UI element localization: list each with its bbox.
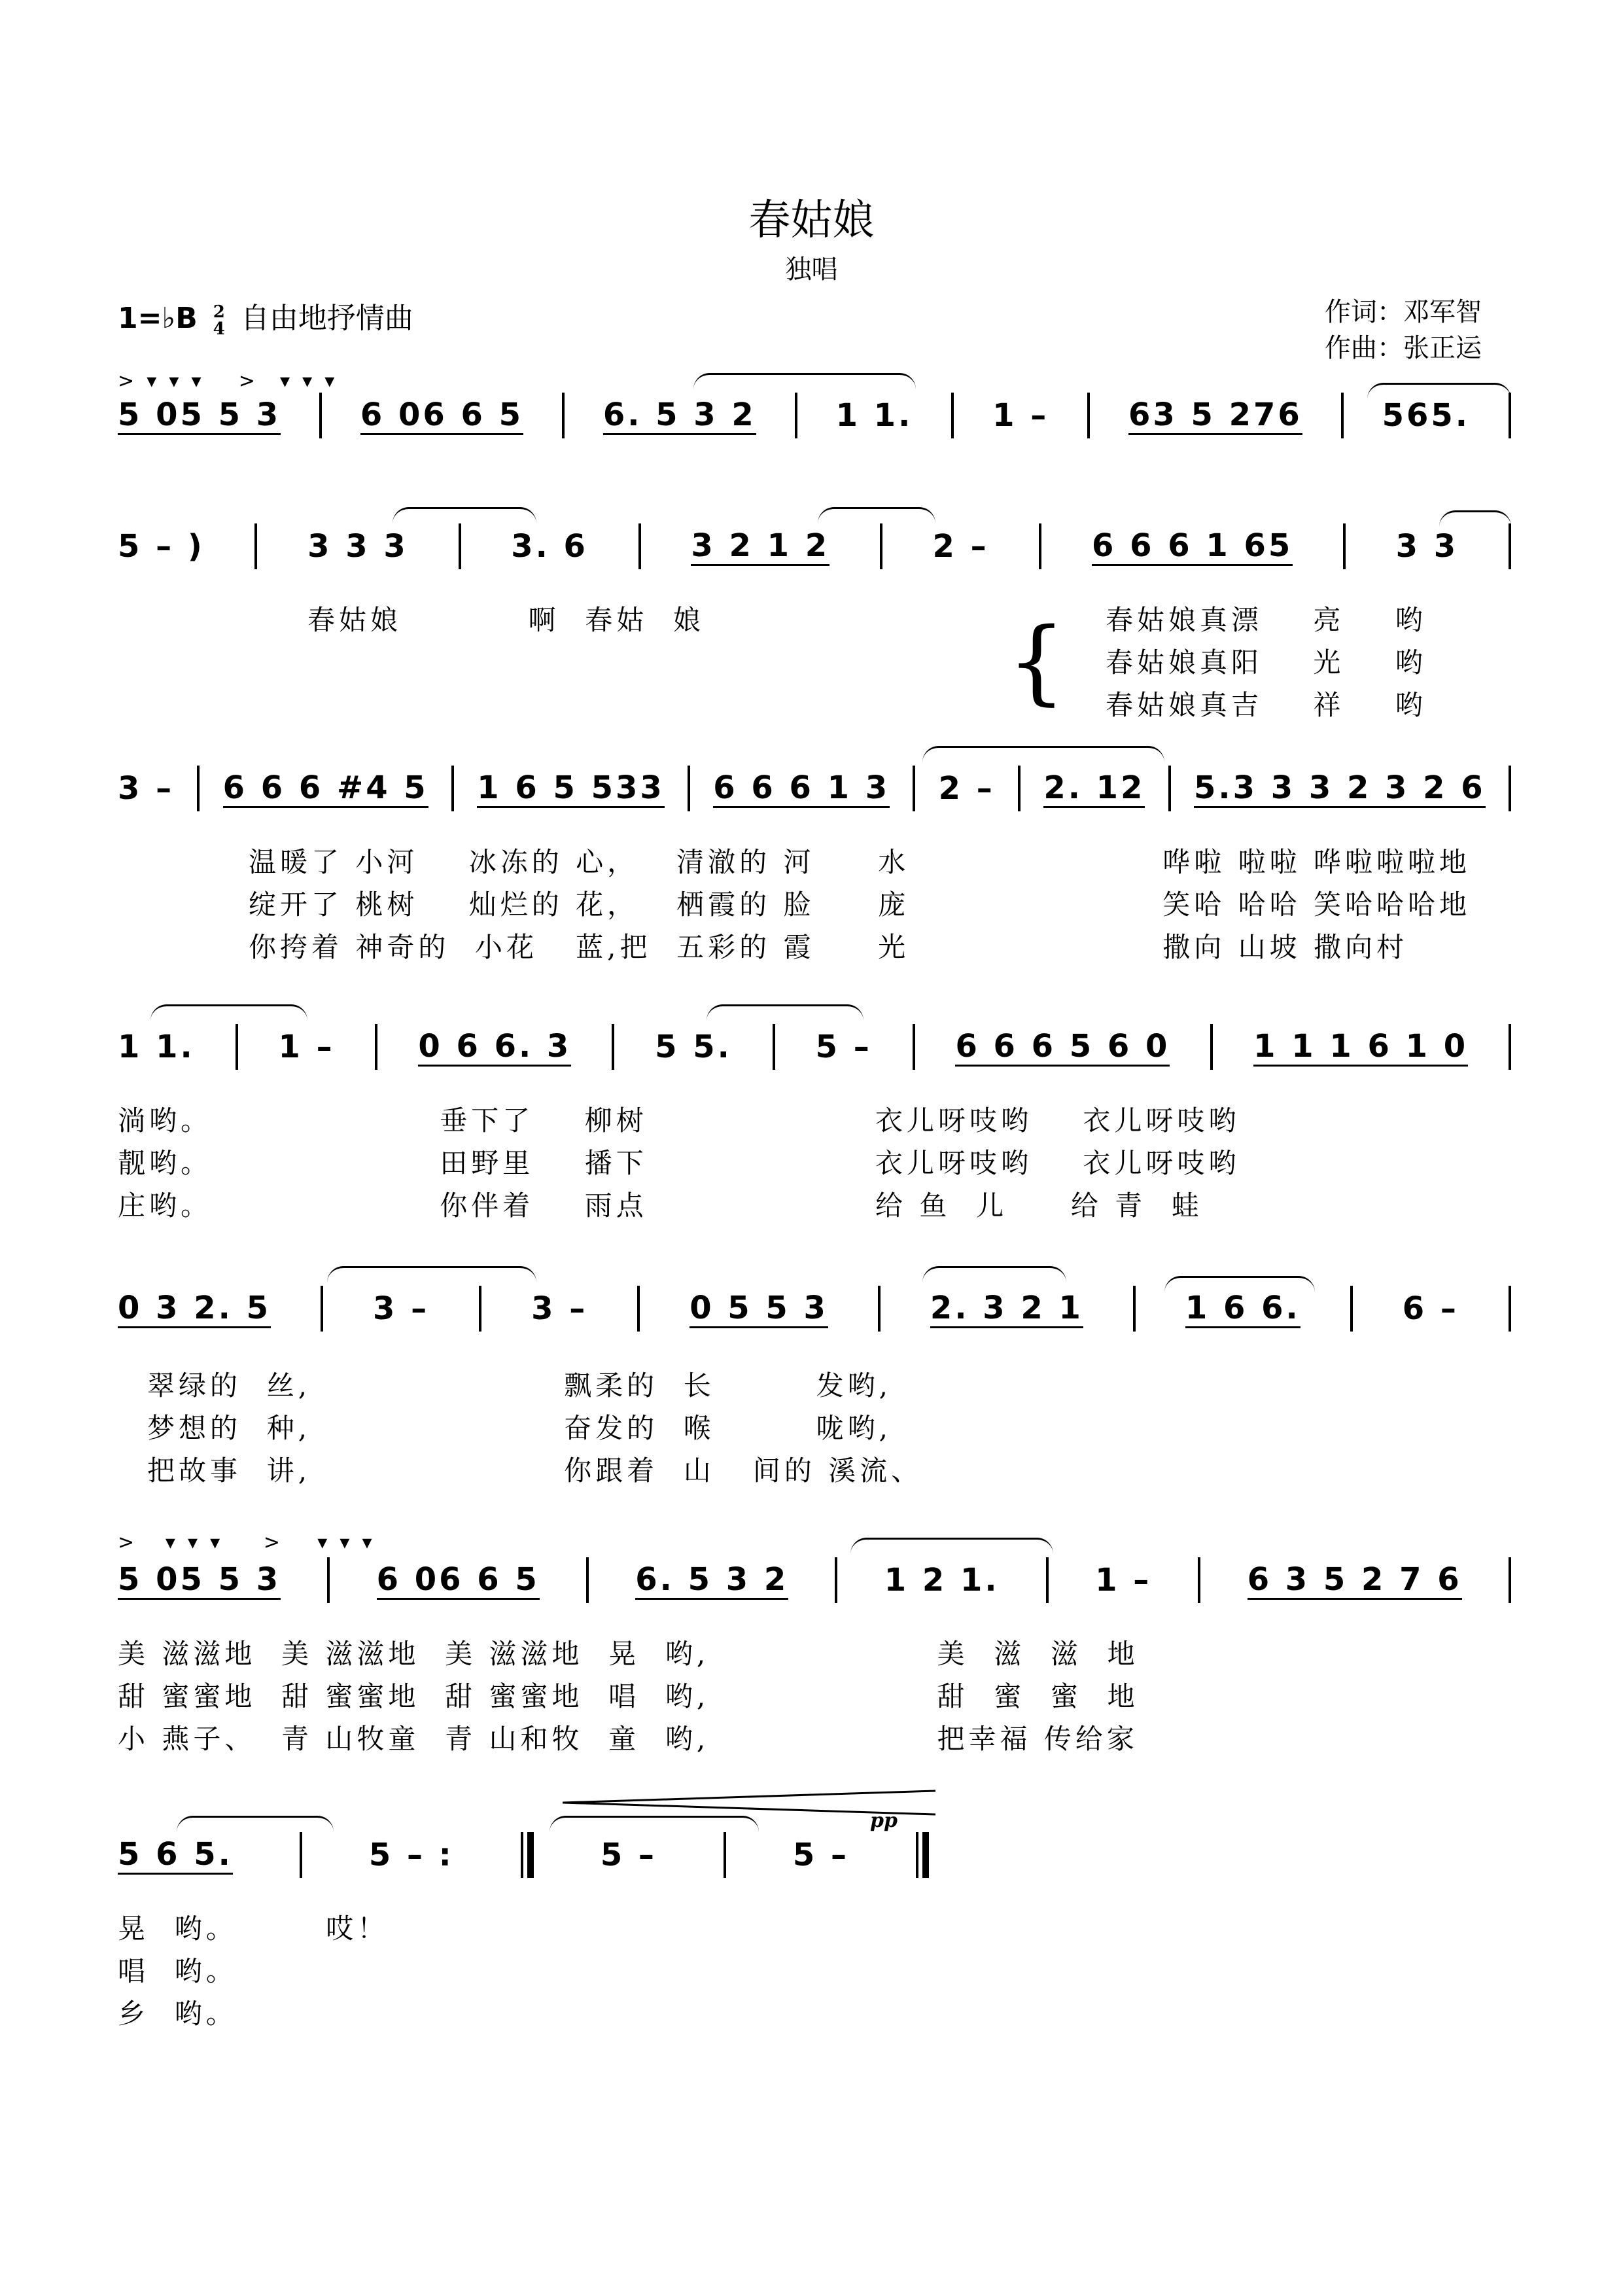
lyric-line: 美 滋滋地 美 滋滋地 美 滋滋地 晃 哟, 美 滋 滋 地 bbox=[118, 1638, 1139, 1670]
barline bbox=[878, 1286, 881, 1332]
barline bbox=[300, 1832, 302, 1878]
barline bbox=[835, 1557, 837, 1603]
barline bbox=[1509, 523, 1511, 569]
measure: 5 – bbox=[600, 1837, 657, 1873]
barline bbox=[913, 766, 915, 811]
time-signature-bottom: 4 bbox=[213, 319, 225, 339]
measure: 5 – ) bbox=[118, 528, 205, 565]
slur bbox=[922, 1266, 1066, 1282]
barline bbox=[1509, 1024, 1511, 1070]
key-and-tempo bbox=[118, 294, 413, 338]
song-title: 春姑娘 bbox=[748, 196, 875, 245]
barline bbox=[1341, 393, 1344, 438]
barline bbox=[327, 1557, 330, 1603]
barline bbox=[688, 766, 690, 811]
barline bbox=[586, 1557, 589, 1603]
measure: 5 – bbox=[792, 1837, 849, 1873]
final-barline bbox=[916, 1832, 929, 1878]
accent-mark: > ▾ ▾ ▾ > ▾ ▾ ▾ bbox=[118, 370, 335, 393]
measure: 0 3 2. 5 bbox=[118, 1290, 271, 1328]
measure: 6 6 6 1 65 bbox=[1092, 527, 1293, 566]
measure: 565. bbox=[1382, 397, 1471, 434]
staff-row-3 bbox=[118, 766, 1511, 811]
song-subtitle: 独唱 bbox=[785, 255, 838, 285]
slur bbox=[707, 1004, 864, 1021]
verse-brace: { bbox=[1007, 609, 1066, 715]
staff-row-2 bbox=[118, 523, 1511, 569]
lyric-line: 靓哟。 田野里 播下 衣儿呀吱哟 衣儿呀吱哟 bbox=[118, 1147, 1240, 1179]
measure: 1 1 1 6 1 0 bbox=[1253, 1028, 1468, 1067]
repeat-barline bbox=[521, 1832, 534, 1878]
measure: 3 – bbox=[531, 1290, 588, 1327]
barline bbox=[1133, 1286, 1136, 1332]
barline bbox=[451, 766, 454, 811]
measure: 0 6 6. 3 bbox=[418, 1028, 571, 1067]
lyric-line: 春姑娘真漂 亮 哟 bbox=[1106, 604, 1427, 636]
barline bbox=[922, 1832, 929, 1878]
lyric-line: 小 燕子、 青 山牧童 青 山和牧 童 哟, 把幸福 传给家 bbox=[118, 1723, 1138, 1755]
barline bbox=[913, 1024, 915, 1070]
barline bbox=[724, 1832, 726, 1878]
composer: 作曲：张正运 bbox=[1325, 333, 1482, 363]
measure: 63 5 276 bbox=[1128, 397, 1302, 435]
slur bbox=[693, 373, 916, 389]
measure: 6 6 6 #4 5 bbox=[223, 769, 428, 808]
measure: 1 1. bbox=[118, 1029, 195, 1065]
barline bbox=[1509, 1557, 1511, 1603]
barline bbox=[880, 523, 882, 569]
slur bbox=[550, 1816, 759, 1832]
barline bbox=[1343, 523, 1346, 569]
time-signature-top: 2 bbox=[213, 302, 225, 322]
measure: 1 1. bbox=[835, 397, 913, 434]
lyric-line: 乡 哟。 bbox=[118, 1998, 237, 2030]
lyric-line: 梦想的 种, 奋发的 喉 咙哟, bbox=[147, 1412, 892, 1444]
barline bbox=[773, 1024, 775, 1070]
tempo-marking: 自由地抒情曲 bbox=[240, 302, 413, 335]
barline bbox=[527, 1832, 534, 1878]
measure: 5.3 3 3 2 3 2 6 bbox=[1194, 769, 1486, 808]
barline bbox=[479, 1286, 481, 1332]
barline bbox=[375, 1024, 377, 1070]
barline bbox=[1046, 1557, 1049, 1603]
barline bbox=[1509, 766, 1511, 811]
barline bbox=[1087, 393, 1090, 438]
measure: 6. 5 3 2 bbox=[603, 397, 756, 435]
barline bbox=[459, 523, 461, 569]
slur bbox=[393, 507, 536, 523]
barline bbox=[637, 1286, 640, 1332]
staff-row-7 bbox=[118, 1809, 929, 1878]
measure: 6. 5 3 2 bbox=[635, 1561, 788, 1600]
lyric-line: 把故事 讲, 你跟着 山 间的 溪流、 bbox=[147, 1455, 923, 1487]
barline bbox=[1509, 393, 1511, 438]
measure: 6 – bbox=[1402, 1290, 1459, 1327]
measure: 2. 3 2 1 bbox=[930, 1290, 1083, 1328]
measure: 3 2 1 2 bbox=[691, 527, 829, 566]
barline bbox=[1039, 523, 1041, 569]
lyric-line: 甜 蜜蜜地 甜 蜜蜜地 甜 蜜蜜地 唱 哟, 甜 蜜 蜜 地 bbox=[118, 1680, 1139, 1712]
measure: 5 05 5 3 bbox=[118, 1561, 281, 1600]
lyric-line: 庄哟。 你伴着 雨点 给 鱼 儿 给 青 蛙 bbox=[118, 1190, 1203, 1222]
key-signature: 1=♭B bbox=[118, 302, 198, 335]
barline bbox=[795, 393, 797, 438]
measure: 5 5. bbox=[655, 1029, 732, 1065]
measure: 2. 12 bbox=[1043, 769, 1145, 808]
measure: 6 3 5 2 7 6 bbox=[1248, 1561, 1462, 1600]
staff-row-1 bbox=[118, 393, 1511, 438]
time-signature bbox=[213, 304, 225, 338]
measure: 6 06 6 5 bbox=[377, 1561, 540, 1600]
measure: 5 – bbox=[815, 1029, 872, 1065]
barline bbox=[321, 1286, 323, 1332]
measure: 1 – bbox=[1095, 1562, 1152, 1598]
accent-mark: > ▾ ▾ ▾ > ▾ ▾ ▾ bbox=[118, 1531, 372, 1554]
measure: 1 6 6. bbox=[1185, 1290, 1300, 1328]
barline bbox=[1168, 766, 1171, 811]
barline bbox=[1509, 1286, 1511, 1332]
slur bbox=[177, 1816, 334, 1832]
lyric-line: 你挎着 神奇的 小花 蓝,把 五彩的 霞 光 撒向 山坡 撒向村 bbox=[249, 931, 1408, 963]
lyric-line: 春姑娘 啊 春姑 娘 bbox=[307, 604, 705, 636]
barline bbox=[1350, 1286, 1353, 1332]
measure: 3 – bbox=[372, 1290, 430, 1327]
barline bbox=[319, 393, 322, 438]
staff-row-5 bbox=[118, 1286, 1511, 1332]
slur bbox=[327, 1266, 536, 1282]
barline bbox=[521, 1832, 523, 1878]
barline bbox=[562, 393, 565, 438]
measure: 5 05 5 3 bbox=[118, 397, 281, 435]
measure: 3 3 bbox=[1395, 528, 1459, 565]
lyric-line: 唱 哟。 bbox=[118, 1955, 237, 1987]
measure: 3 3 3 bbox=[307, 528, 408, 565]
lyric-line: 春姑娘真阳 光 哟 bbox=[1106, 646, 1427, 679]
barline bbox=[916, 1832, 918, 1878]
lyricist: 作词：邓军智 bbox=[1325, 297, 1482, 327]
slur bbox=[922, 746, 1164, 762]
slur bbox=[818, 507, 935, 523]
measure: 2 – bbox=[932, 528, 989, 565]
lyric-line: 温暖了 小河 冰冻的 心， 清澈的 河 水 哗啦 啦啦 哗啦啦啦地 bbox=[249, 846, 1471, 878]
lyric-line: 春姑娘真吉 祥 哟 bbox=[1106, 689, 1427, 721]
measure: 6 6 6 1 3 bbox=[713, 769, 890, 808]
barline bbox=[612, 1024, 614, 1070]
measure: 3. 6 bbox=[511, 528, 588, 565]
lyric-line: 晃 哟。 哎！ bbox=[118, 1913, 389, 1945]
measure: 1 2 1. bbox=[884, 1562, 1000, 1598]
barline bbox=[254, 523, 257, 569]
measure: 3 – bbox=[118, 770, 175, 807]
measure: 1 – bbox=[992, 397, 1049, 434]
measure: 5 – : bbox=[368, 1837, 454, 1873]
slur bbox=[150, 1004, 307, 1021]
barline bbox=[1198, 1557, 1200, 1603]
barline bbox=[1210, 1024, 1213, 1070]
measure: 2 – bbox=[938, 770, 995, 807]
lyric-line: 绽开了 桃树 灿烂的 花， 栖霞的 脸 庞 笑哈 哈哈 笑哈哈哈地 bbox=[249, 889, 1471, 921]
barline bbox=[1018, 766, 1021, 811]
measure: 6 06 6 5 bbox=[360, 397, 523, 435]
slur bbox=[850, 1538, 1053, 1554]
staff-row-4 bbox=[118, 1024, 1511, 1070]
staff-row-6 bbox=[118, 1557, 1511, 1603]
measure: 1 6 5 533 bbox=[477, 769, 665, 808]
lyric-line: 翠绿的 丝, 飘柔的 长 发哟, bbox=[147, 1369, 892, 1402]
measure: 6 6 6 5 6 0 bbox=[955, 1028, 1170, 1067]
measure: 5 6 5. bbox=[118, 1836, 233, 1875]
barline bbox=[236, 1024, 238, 1070]
measure: 0 5 5 3 bbox=[689, 1290, 828, 1328]
lyric-line: 淌哟。 垂下了 柳树 衣儿呀吱哟 衣儿呀吱哟 bbox=[118, 1104, 1240, 1137]
barline bbox=[638, 523, 641, 569]
dynamic-marking: pp bbox=[870, 1809, 898, 1832]
barline bbox=[197, 766, 200, 811]
barline bbox=[951, 393, 954, 438]
measure: 1 – bbox=[278, 1029, 335, 1065]
